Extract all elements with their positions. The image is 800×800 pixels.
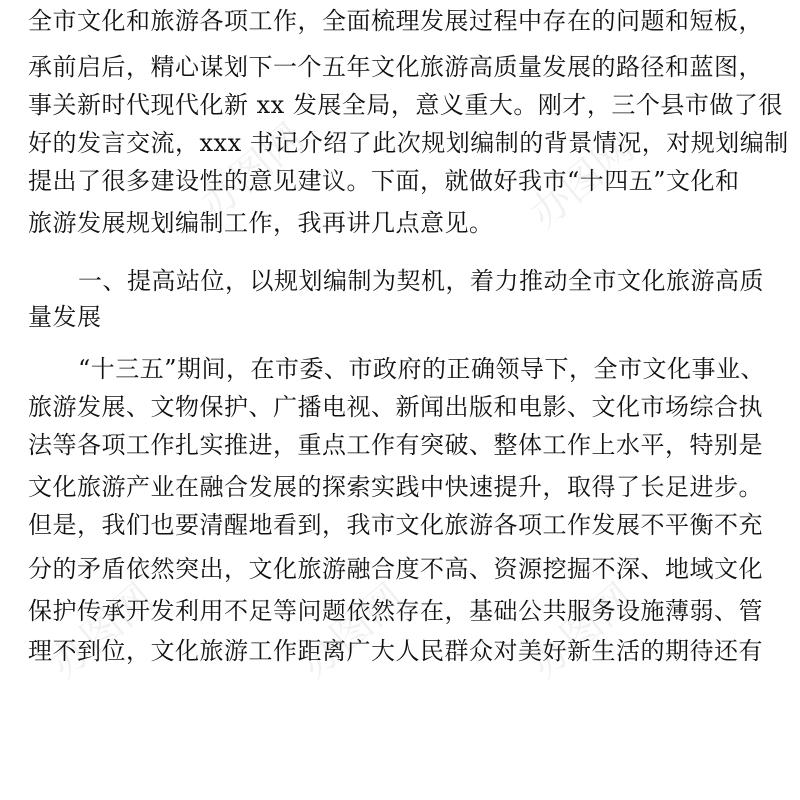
- text-line: 法等各项工作扎实推进，重点工作有突破、整体工作上水平，特别是: [28, 431, 763, 459]
- text-line: 好的发言交流，xxx 书记介绍了此次规划编制的背景情况，对规划编制: [28, 129, 789, 157]
- text-line: 文化旅游产业在融合发展的探索实践中快速提升，取得了长足进步。: [28, 473, 763, 501]
- text-line: 全市文化和旅游各项工作，全面梳理发展过程中存在的问题和短板，: [28, 7, 763, 35]
- text-line: 保护传承开发利用不足等问题依然存在，基础公共服务设施薄弱、管: [28, 597, 763, 625]
- watermark: 办图网: [41, 574, 163, 688]
- watermark: 办图网: [191, 114, 313, 228]
- watermark: 办图网: [521, 124, 643, 238]
- text-line: “十三五”期间，在市委、市政府的正确领导下，全市文化事业、: [78, 355, 766, 383]
- text-line: 但是，我们也要清醒地看到，我市文化旅游各项工作发展不平衡不充: [28, 511, 763, 539]
- text-line: 理不到位，文化旅游工作距离广大人民群众对美好新生活的期待还有: [28, 637, 763, 665]
- text-line: 事关新时代现代化新 xx 发展全局，意义重大。刚才，三个县市做了很: [28, 91, 783, 119]
- section-heading: 一、提高站位，以规划编制为契机，着力推动全市文化旅游高质: [78, 267, 764, 295]
- watermark: 办图网: [291, 574, 413, 688]
- watermark: 办图网: [521, 574, 643, 688]
- text-line: 旅游发展、文物保护、广播电视、新闻出版和电影、文化市场综合执: [28, 393, 763, 421]
- text-line: 分的矛盾依然突出，文化旅游融合度不高、资源挖掘不深、地域文化: [28, 555, 763, 583]
- text-line: 旅游发展规划编制工作，我再讲几点意见。: [28, 209, 494, 237]
- section-heading-continued: 量发展: [28, 303, 102, 331]
- text-line: 提出了很多建设性的意见建议。下面，就做好我市“十四五”文化和: [28, 167, 740, 195]
- text-line: 承前启后，精心谋划下一个五年文化旅游高质量发展的路径和蓝图，: [28, 53, 763, 81]
